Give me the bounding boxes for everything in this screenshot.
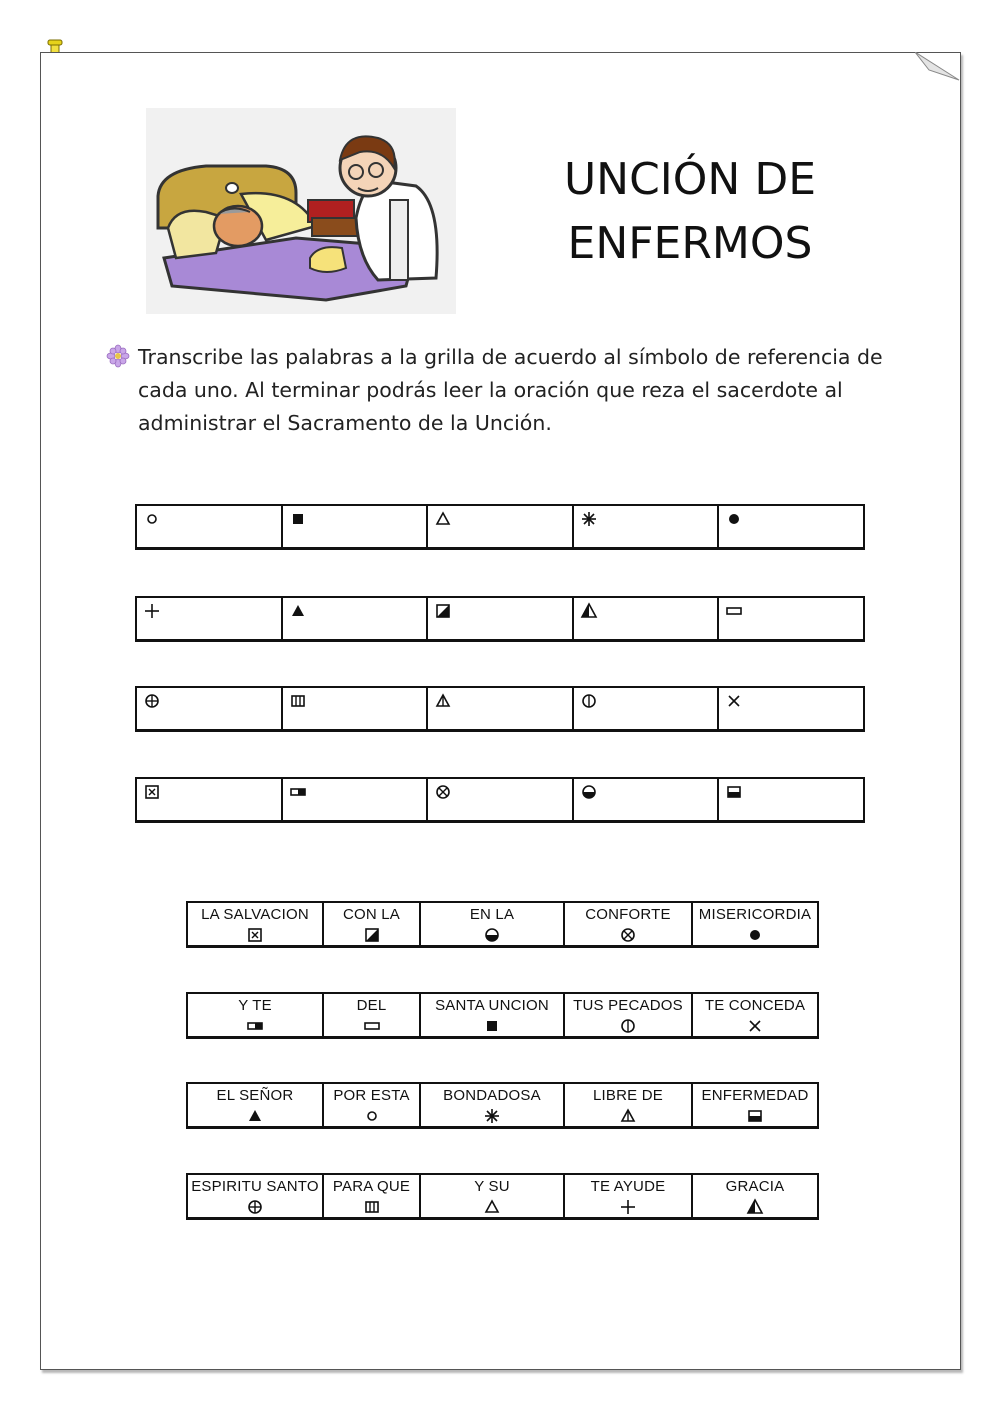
- word-label: TE AYUDE: [590, 1178, 666, 1195]
- word-key-cell: [421, 1175, 565, 1217]
- answer-cell[interactable]: [428, 506, 574, 547]
- word-key-cell: [693, 1175, 817, 1217]
- answer-grid-row: [135, 686, 865, 732]
- answer-cell[interactable]: [719, 506, 863, 547]
- word-label: Y SU: [474, 1178, 510, 1195]
- answer-cell[interactable]: [719, 598, 863, 639]
- square-x-symbol-icon: [246, 926, 264, 942]
- word-key-cell: [565, 994, 693, 1036]
- word-key-cell: [693, 903, 817, 945]
- circle-x-symbol-icon: [434, 783, 452, 801]
- triangle-half-symbol-icon: [746, 1198, 764, 1214]
- bar-half-symbol-icon: [246, 1017, 264, 1033]
- triangle-split-symbol-icon: [434, 692, 452, 710]
- square-halffilled-symbol-icon: [746, 1107, 764, 1123]
- circle-filled-symbol-icon: [746, 926, 764, 942]
- square-split-symbol-icon: [289, 692, 307, 710]
- bar-open-symbol-icon: [363, 1017, 381, 1033]
- answer-cell[interactable]: [428, 779, 574, 820]
- instructions-text: Transcribe las palabras a la grilla de acuerdo al símbolo de referencia de cada uno. Al terminar podrás leer la oración que reza el sacerdote al administrar el Sacramento de la Unción.: [138, 345, 883, 435]
- square-half-symbol-icon: [363, 926, 381, 942]
- triangle-half-symbol-icon: [580, 602, 598, 620]
- square-filled-symbol-icon: [289, 510, 307, 528]
- word-label: BONDADOSA: [443, 1087, 541, 1104]
- title-line-2: ENFERMOS: [567, 218, 813, 269]
- answer-grid-row: [135, 504, 865, 550]
- square-x-symbol-icon: [143, 783, 161, 801]
- circle-half-symbol-icon: [483, 926, 501, 942]
- word-label: LIBRE DE: [593, 1087, 663, 1104]
- answer-cell[interactable]: [428, 688, 574, 729]
- circle-open-symbol-icon: [143, 510, 161, 528]
- answer-cell[interactable]: [283, 506, 429, 547]
- word-label: GRACIA: [725, 1178, 785, 1195]
- word-key-cell: [693, 994, 817, 1036]
- answer-cell[interactable]: [574, 688, 720, 729]
- triangle-open-symbol-icon: [483, 1198, 501, 1214]
- word-label: POR ESTA: [333, 1087, 410, 1104]
- word-key-cell: [421, 994, 565, 1036]
- answer-cell[interactable]: [428, 598, 574, 639]
- circle-plus-symbol-icon: [246, 1198, 264, 1214]
- bar-open-symbol-icon: [725, 602, 743, 620]
- square-half-symbol-icon: [434, 602, 452, 620]
- word-label: EN LA: [469, 906, 515, 923]
- answer-cell[interactable]: [137, 688, 283, 729]
- word-key-cell: [324, 1084, 421, 1126]
- circle-filled-symbol-icon: [725, 510, 743, 528]
- title-line-1: UNCIÓN DE: [563, 154, 817, 205]
- answer-cell[interactable]: [137, 506, 283, 547]
- triangle-filled-symbol-icon: [246, 1107, 264, 1123]
- worksheet-title: [520, 148, 860, 276]
- answer-cell[interactable]: [574, 779, 720, 820]
- circle-half-symbol-icon: [580, 783, 598, 801]
- word-label: TUS PECADOS: [573, 997, 683, 1014]
- flower-bullet-icon: [106, 344, 130, 368]
- answer-grid-row: [135, 777, 865, 823]
- page-curl-icon: [915, 52, 961, 82]
- answer-cell[interactable]: [719, 779, 863, 820]
- answer-cell[interactable]: [283, 598, 429, 639]
- times-symbol-icon: [746, 1017, 764, 1033]
- word-label: Y TE: [238, 997, 272, 1014]
- word-label: EL SEÑOR: [216, 1087, 294, 1104]
- circle-line-symbol-icon: [619, 1017, 637, 1033]
- word-label: ESPIRITU SANTO: [191, 1178, 319, 1195]
- answer-cell[interactable]: [283, 688, 429, 729]
- answer-cell[interactable]: [719, 688, 863, 729]
- word-label: PARA QUE: [332, 1178, 411, 1195]
- word-key-cell: [324, 1175, 421, 1217]
- word-key-cell: [324, 903, 421, 945]
- word-label: CONFORTE: [585, 906, 671, 923]
- answer-cell[interactable]: [574, 506, 720, 547]
- circle-x-symbol-icon: [619, 926, 637, 942]
- word-label: DEL: [356, 997, 387, 1014]
- word-key-cell: [324, 994, 421, 1036]
- circle-plus-symbol-icon: [143, 692, 161, 710]
- word-key-row: [186, 1082, 819, 1129]
- asterisk-symbol-icon: [580, 510, 598, 528]
- word-label: ENFERMEDAD: [701, 1087, 809, 1104]
- word-key-cell: [565, 903, 693, 945]
- word-key-row: [186, 901, 819, 948]
- word-key-cell: [693, 1084, 817, 1126]
- word-label: LA SALVACION: [201, 906, 309, 923]
- word-key-row: [186, 992, 819, 1039]
- answer-grid-row: [135, 596, 865, 642]
- answer-cell[interactable]: [283, 779, 429, 820]
- plus-symbol-icon: [619, 1198, 637, 1214]
- word-label: CON LA: [342, 906, 401, 923]
- circle-line-symbol-icon: [580, 692, 598, 710]
- square-split-symbol-icon: [363, 1198, 381, 1214]
- word-key-cell: [565, 1084, 693, 1126]
- triangle-split-symbol-icon: [619, 1107, 637, 1123]
- circle-open-symbol-icon: [363, 1107, 381, 1123]
- word-key-cell: [565, 1175, 693, 1217]
- word-key-cell: [188, 1175, 324, 1217]
- bar-half-symbol-icon: [289, 783, 307, 801]
- word-label: TE CONCEDA: [704, 997, 806, 1014]
- triangle-open-symbol-icon: [434, 510, 452, 528]
- word-label: SANTA UNCION: [435, 997, 549, 1014]
- word-label: MISERICORDIA: [698, 906, 812, 923]
- answer-cell[interactable]: [137, 598, 283, 639]
- word-key-cell: [188, 1084, 324, 1126]
- priest-anointing-sick-illustration: [146, 108, 456, 314]
- square-filled-symbol-icon: [483, 1017, 501, 1033]
- square-halffilled-symbol-icon: [725, 783, 743, 801]
- word-key-cell: [421, 903, 565, 945]
- word-key-cell: [188, 994, 324, 1036]
- asterisk-symbol-icon: [483, 1107, 501, 1123]
- times-symbol-icon: [725, 692, 743, 710]
- plus-symbol-icon: [143, 602, 161, 620]
- word-key-cell: [421, 1084, 565, 1126]
- triangle-filled-symbol-icon: [289, 602, 307, 620]
- word-key-row: [186, 1173, 819, 1220]
- answer-cell[interactable]: [137, 779, 283, 820]
- answer-cell[interactable]: [574, 598, 720, 639]
- word-key-cell: [188, 903, 324, 945]
